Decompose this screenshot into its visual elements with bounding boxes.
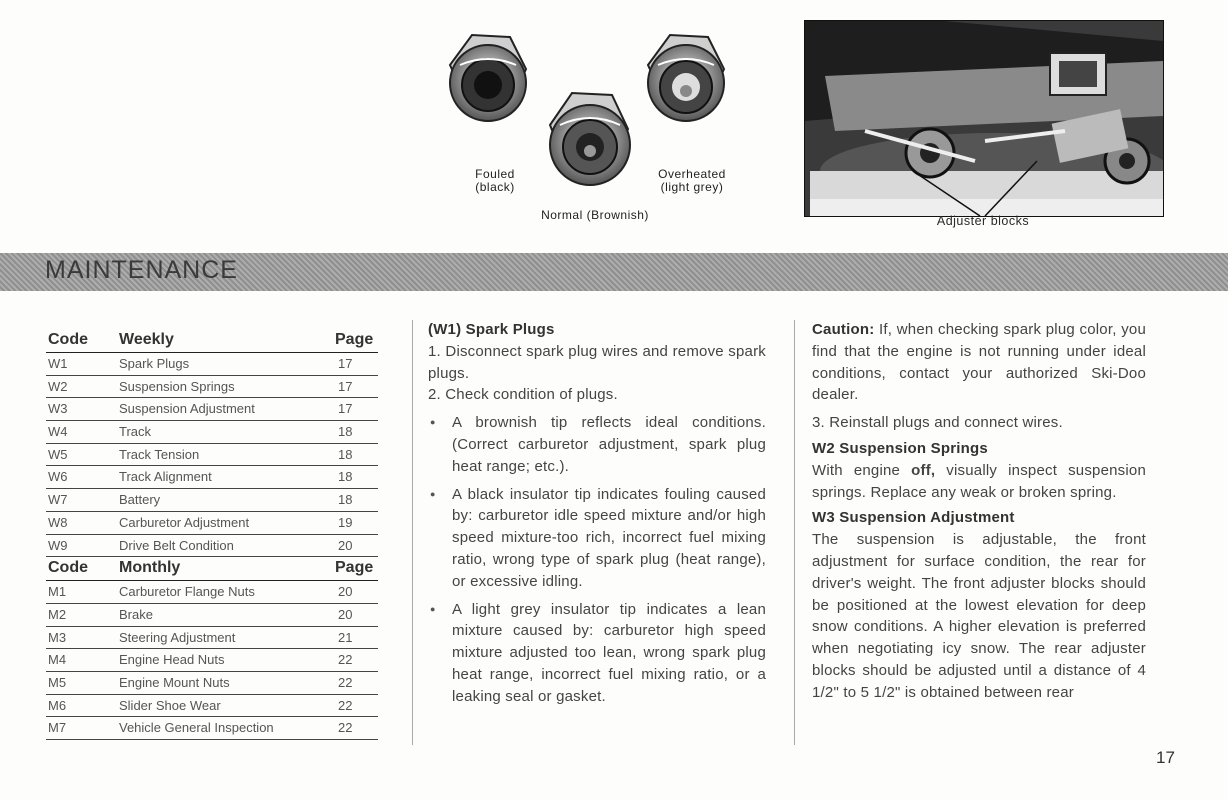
step-text: 3. Reinstall plugs and connect wires. <box>812 414 1063 432</box>
suspension-photo-drawing <box>805 21 1163 216</box>
row-code: M7 <box>48 720 67 736</box>
fouled-caption: Fouled (black) <box>475 167 515 194</box>
normal-plug-icon <box>550 93 630 185</box>
row-code: W7 <box>48 492 68 508</box>
overheated-caption: Overheated (light grey) <box>658 167 726 194</box>
table-row <box>46 353 378 376</box>
row-item: Track <box>119 424 152 440</box>
header-weekly: Weekly <box>119 331 174 348</box>
table-row <box>46 444 378 467</box>
step-text: 2. Check condition of plugs. <box>428 386 618 404</box>
w3-paragraph: The suspension is adjustable, the front adjustment for surface condition, the rear for driver's weight. The front adjuster blocks should be positioned at the lowest elevation for deep snow conditions. A higher elevation is preferred when negotiating icy snow. The rear adjuster blocks should be adjusted until a distance of 4 1/2" to 5 1/2" is obtained between rear <box>812 531 1146 701</box>
table-row <box>46 535 378 558</box>
header-page: Page <box>335 559 374 577</box>
header-page: Page <box>335 331 374 348</box>
table-row <box>46 604 378 627</box>
table-row <box>46 376 378 399</box>
row-code: W9 <box>48 537 68 553</box>
w2-paragraph <box>812 460 1146 504</box>
row-page: 17 <box>338 356 353 371</box>
row-item: Brake <box>119 606 153 622</box>
suspension-photo <box>804 20 1164 217</box>
section-heading: W3 Suspension Adjustment <box>812 509 1015 527</box>
row-code: M3 <box>48 629 67 645</box>
section-heading: (W1) Spark Plugs <box>428 321 555 338</box>
row-page: 18 <box>338 446 353 462</box>
page-number: 17 <box>1156 748 1175 767</box>
row-page: 18 <box>338 469 353 485</box>
row-item: Carburetor Adjustment <box>119 514 250 530</box>
table-row <box>46 512 378 535</box>
table-row <box>46 672 378 695</box>
table-row <box>46 398 378 421</box>
column-divider <box>412 320 413 745</box>
row-page: 18 <box>338 424 353 440</box>
step-text: 1. Disconnect spark plug wires and remove spark plugs. <box>428 342 766 382</box>
spark-plug-condition-figure <box>430 25 760 235</box>
monthly-header-row <box>46 557 378 581</box>
row-item: Carburetor Flange Nuts <box>119 584 255 600</box>
row-code: W5 <box>48 446 68 462</box>
row-page: 18 <box>338 492 353 508</box>
row-page: 22 <box>338 697 353 713</box>
row-item: Drive Belt Condition <box>119 537 234 553</box>
row-item: Battery <box>119 492 161 508</box>
table-row <box>46 627 378 650</box>
row-item: Engine Mount Nuts <box>119 674 230 690</box>
fouled-plug-icon <box>450 35 526 121</box>
caution-paragraph <box>812 319 1146 406</box>
row-code: M1 <box>48 584 67 600</box>
section-heading: W2 Suspension Springs <box>812 439 988 457</box>
column-divider <box>794 320 795 745</box>
row-code: W8 <box>48 514 68 530</box>
row-code: W2 <box>48 378 68 394</box>
row-item: Suspension Adjustment <box>119 401 255 417</box>
header-monthly: Monthly <box>119 559 181 577</box>
overheated-plug-icon <box>648 35 724 121</box>
spark-plug-section <box>428 319 766 708</box>
row-item: Track Tension <box>119 446 200 462</box>
row-page: 20 <box>338 606 353 622</box>
row-page: 22 <box>338 652 353 668</box>
row-page: 17 <box>338 378 353 394</box>
row-item: Vehicle General Inspection <box>119 720 274 736</box>
bullet-text: ● A black insulator tip indicates fouling caused by: carburetor idle speed mixture and/or high speed mixture-too rich, incorrect fuel mixing ratio, wrong type of spark plug (heat range), or excessive idling. <box>428 484 766 593</box>
adjuster-blocks-figure <box>804 20 1164 235</box>
caution-text: If, when checking spark plug color, you find that the engine is not running under ideal conditions, contact your authorized Ski-Doo dealer. <box>812 321 1146 404</box>
row-code: M2 <box>48 606 67 622</box>
row-item: Steering Adjustment <box>119 629 236 645</box>
row-item: Track Alignment <box>119 469 212 485</box>
row-page: 20 <box>338 584 353 600</box>
row-item: Suspension Springs <box>119 378 235 394</box>
row-code: M5 <box>48 674 67 690</box>
table-row <box>46 695 378 718</box>
table-row <box>46 466 378 489</box>
table-row <box>46 421 378 444</box>
maintenance-schedule-table <box>46 329 378 740</box>
row-code: M6 <box>48 697 67 713</box>
row-page: 17 <box>338 401 353 417</box>
row-item: Engine Head Nuts <box>119 652 225 668</box>
row-item: Slider Shoe Wear <box>119 697 221 713</box>
row-code: W1 <box>48 356 68 371</box>
bullet-text: ● A brownish tip reflects ideal conditions. (Correct carburetor adjustment, spark plug heat range; etc.). <box>428 412 766 477</box>
table-row <box>46 581 378 604</box>
bullet-text: ● A light grey insulator tip indicates a lean mixture caused by: carburetor high speed mixture adjusted too lean, wrong spark plug heat range, incorrect fuel mixing ratio, or a leaking seal or gasket. <box>428 599 766 708</box>
row-page: 22 <box>338 720 353 736</box>
header-code: Code <box>48 559 88 577</box>
weekly-header-row <box>46 329 378 353</box>
caution-label: Caution: <box>812 321 875 338</box>
row-page: 21 <box>338 629 353 645</box>
row-item: Spark Plugs <box>119 356 190 371</box>
section-title: MAINTENANCE <box>45 256 238 284</box>
row-page: 19 <box>338 514 353 530</box>
header-code: Code <box>48 331 88 348</box>
row-code: W6 <box>48 469 68 485</box>
row-code: W3 <box>48 401 68 417</box>
suspension-section <box>812 319 1146 704</box>
section-banner <box>0 253 1228 291</box>
photo-caption: Adjuster blocks <box>936 214 1030 228</box>
w2-text: With engine <box>812 461 912 479</box>
row-page: 20 <box>338 537 353 553</box>
table-row <box>46 489 378 512</box>
row-page: 22 <box>338 674 353 690</box>
table-row <box>46 649 378 672</box>
w2-emphasis: off, <box>911 461 936 479</box>
row-code: W4 <box>48 424 68 440</box>
table-row <box>46 717 378 740</box>
row-code: M4 <box>48 652 67 668</box>
w2-text: visually inspect suspension springs. Replace any weak or broken spring. <box>812 461 1146 501</box>
normal-caption: Normal (Brownish) <box>541 208 649 222</box>
